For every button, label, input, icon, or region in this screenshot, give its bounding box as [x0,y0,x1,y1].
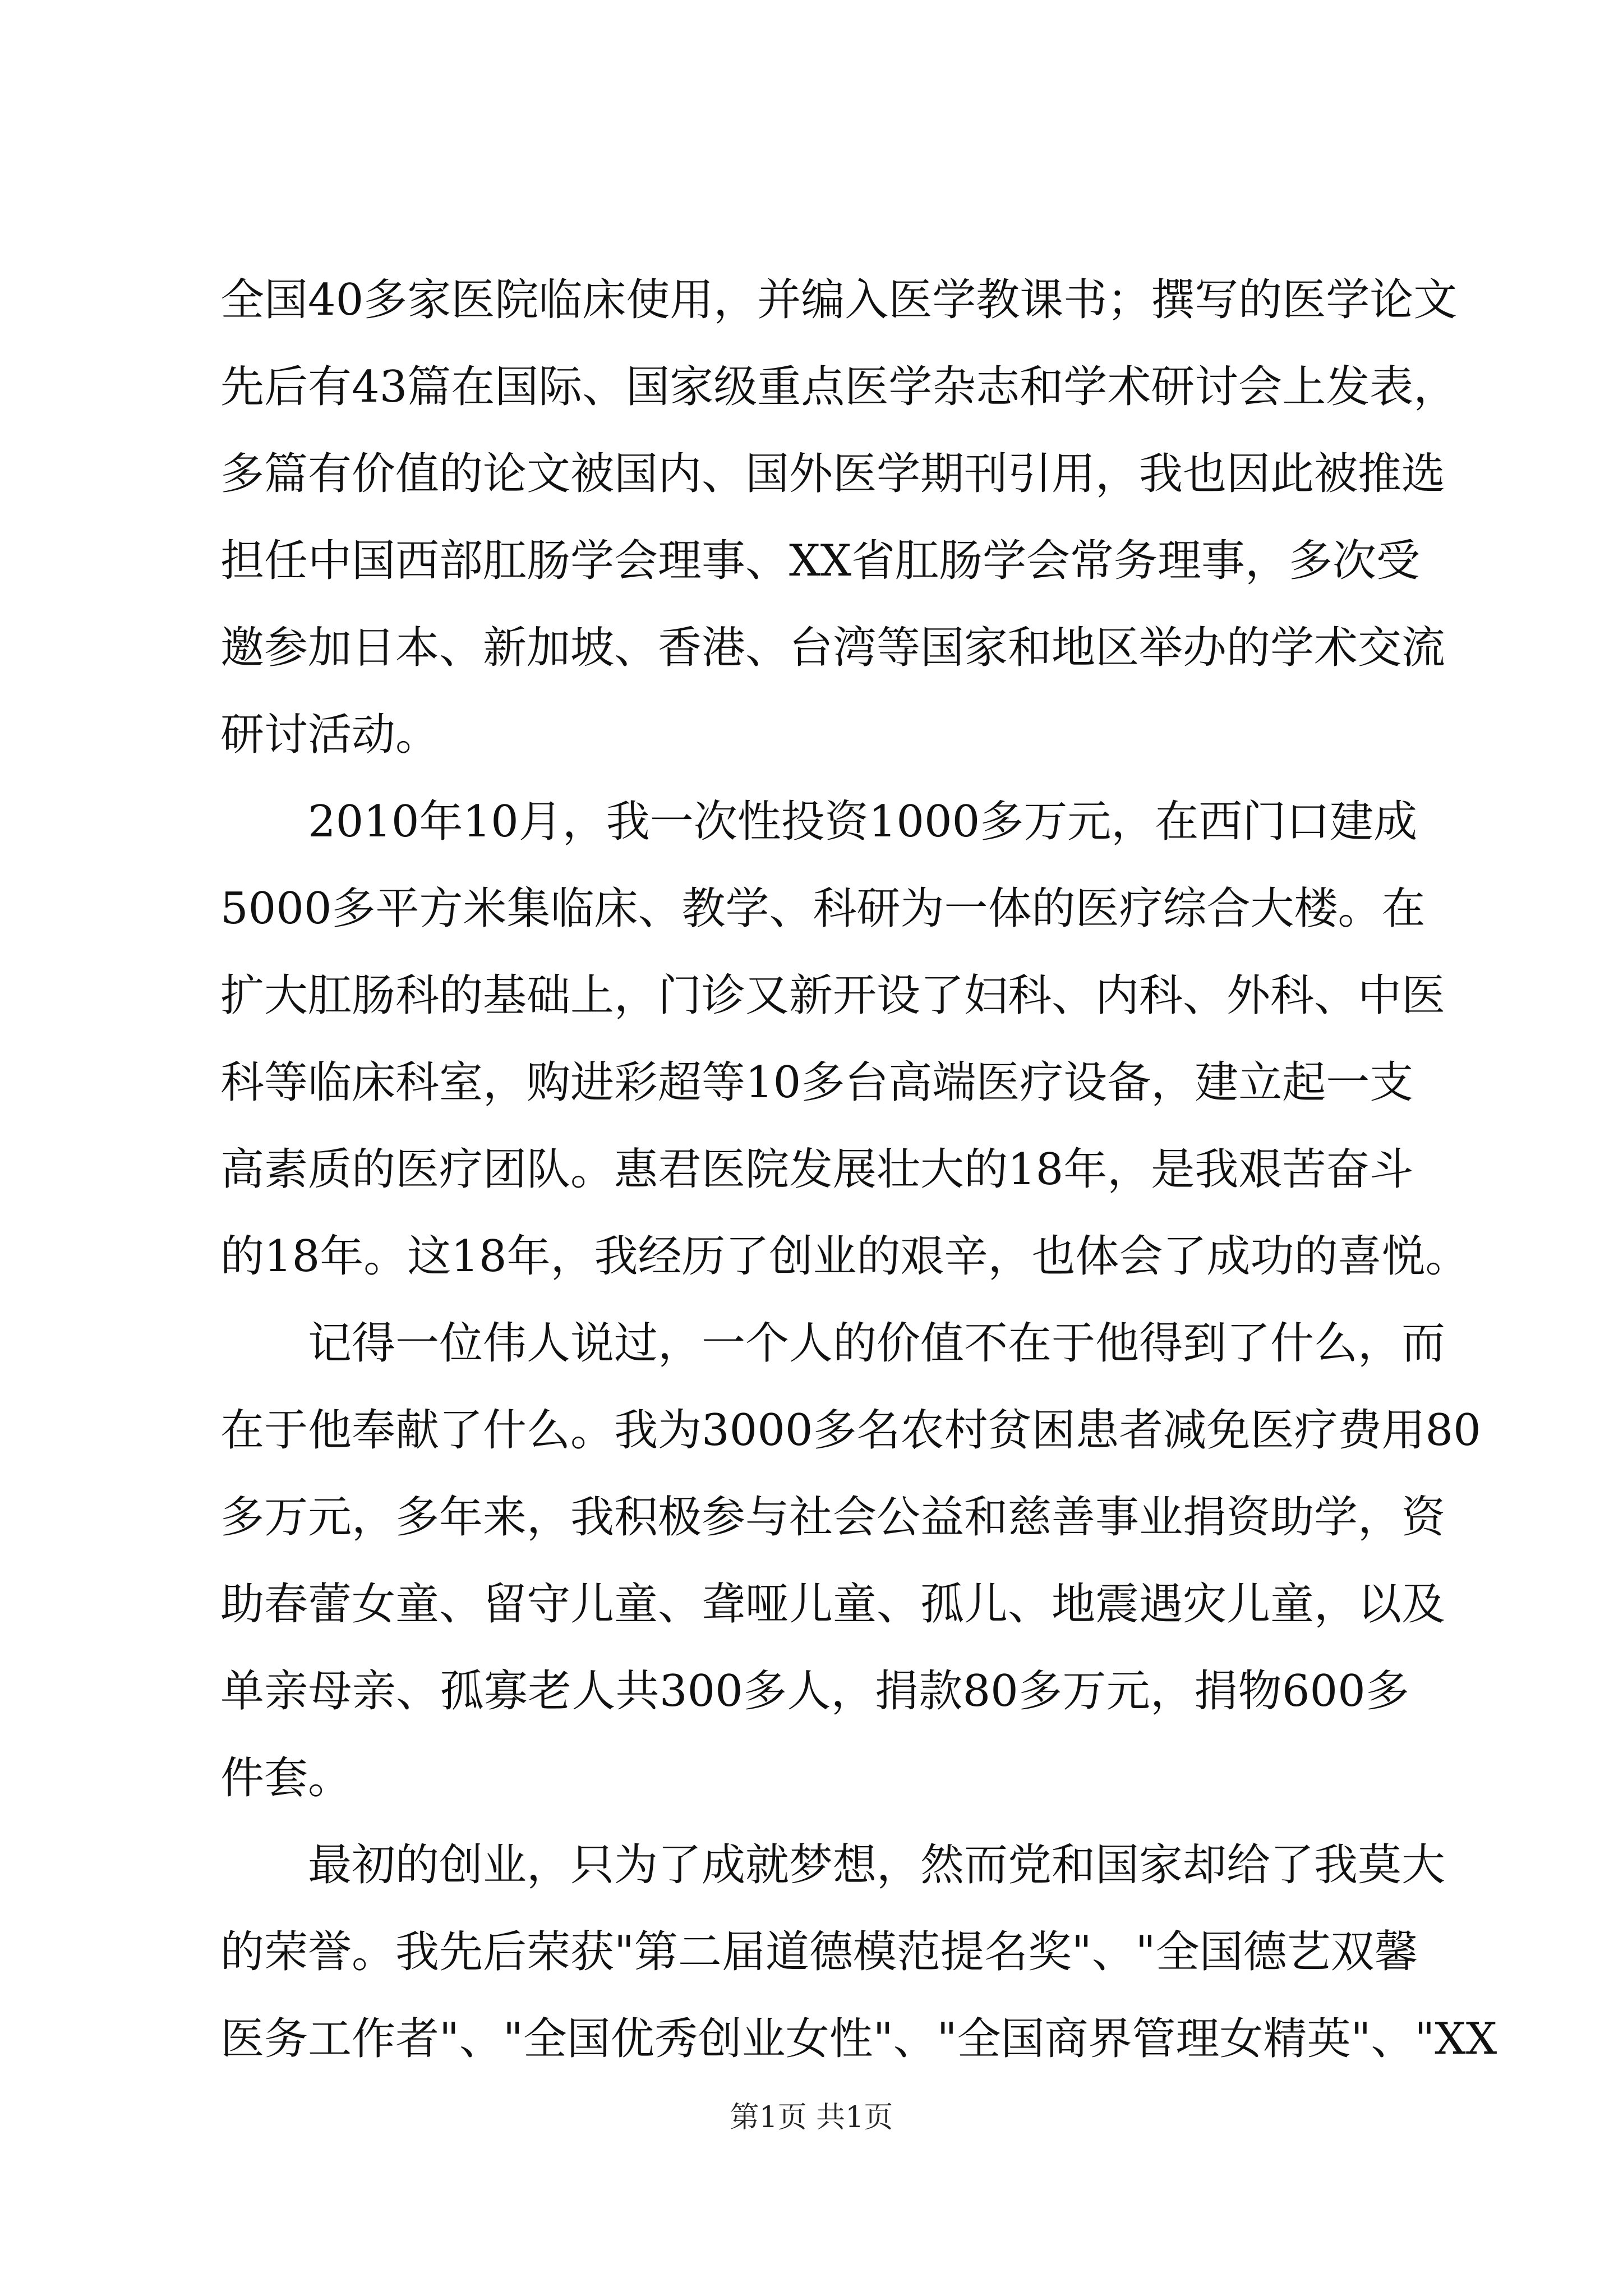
text-line: 多篇有价值的论文被国内、国外医学期刊引用，我也因此被推选 [220,449,1446,499]
paragraph-first-line: 记得一位伟人说过，一个人的价值不在于他得到了什么，而 [308,1318,1446,1369]
text-line: 在于他奉献了什么。我为3000多名农村贫困患者减免医疗费用80 [220,1405,1481,1456]
text-line: 高素质的医疗团队。惠君医院发展壮大的18年，是我艰苦奋斗 [220,1144,1414,1195]
paragraph-first-line: 2010年10月，我一次性投资1000多万元，在西门口建成 [308,797,1418,847]
document-body [220,257,1497,2083]
text-line: 扩大肛肠科的基础上，门诊又新开设了妇科、内科、外科、中医 [220,970,1446,1021]
text-line: 件套。 [220,1753,352,1803]
paragraph-first-line: 最初的创业，只为了成就梦想，然而党和国家却给了我莫大 [308,1840,1446,1890]
text-line: 5000多平方米集临床、教学、科研为一体的医疗综合大楼。在 [220,884,1426,934]
text-line: 先后有43篇在国际、国家级重点医学杂志和学术研讨会上发表， [220,362,1458,412]
text-line: 单亲母亲、孤寡老人共300多人，捐款80多万元，捐物600多 [220,1666,1409,1717]
text-line: 研讨活动。 [220,710,440,760]
text-line: 担任中国西部肛肠学会理事、XX省肛肠学会常务理事，多次受 [220,536,1421,586]
text-line: 邀参加日本、新加坡、香港、台湾等国家和地区举办的学术交流 [220,623,1446,673]
text-line: 多万元，多年来，我积极参与社会公益和慈善事业捐资助学，资 [220,1492,1446,1543]
text-line: 医务工作者"、"全国优秀创业女性"、"全国商界管理女精英"、"XX [220,2014,1497,2064]
text-line: 的18年。这18年，我经历了创业的艰辛，也体会了成功的喜悦。 [220,1231,1469,1282]
text-line: 的荣誉。我先后荣获"第二届道德模范提名奖"、"全国德艺双馨 [220,1927,1418,1977]
page-number-footer: 第1页 共1页 [730,2101,893,2134]
text-line: 全国40多家医院临床使用，并编入医学教课书；撰写的医学论文 [220,275,1458,325]
text-line: 科等临床科室，购进彩超等10多台高端医疗设备，建立起一支 [220,1057,1414,1108]
text-line: 助春蕾女童、留守儿童、聋哑儿童、孤儿、地震遇灾儿童，以及 [220,1579,1446,1630]
